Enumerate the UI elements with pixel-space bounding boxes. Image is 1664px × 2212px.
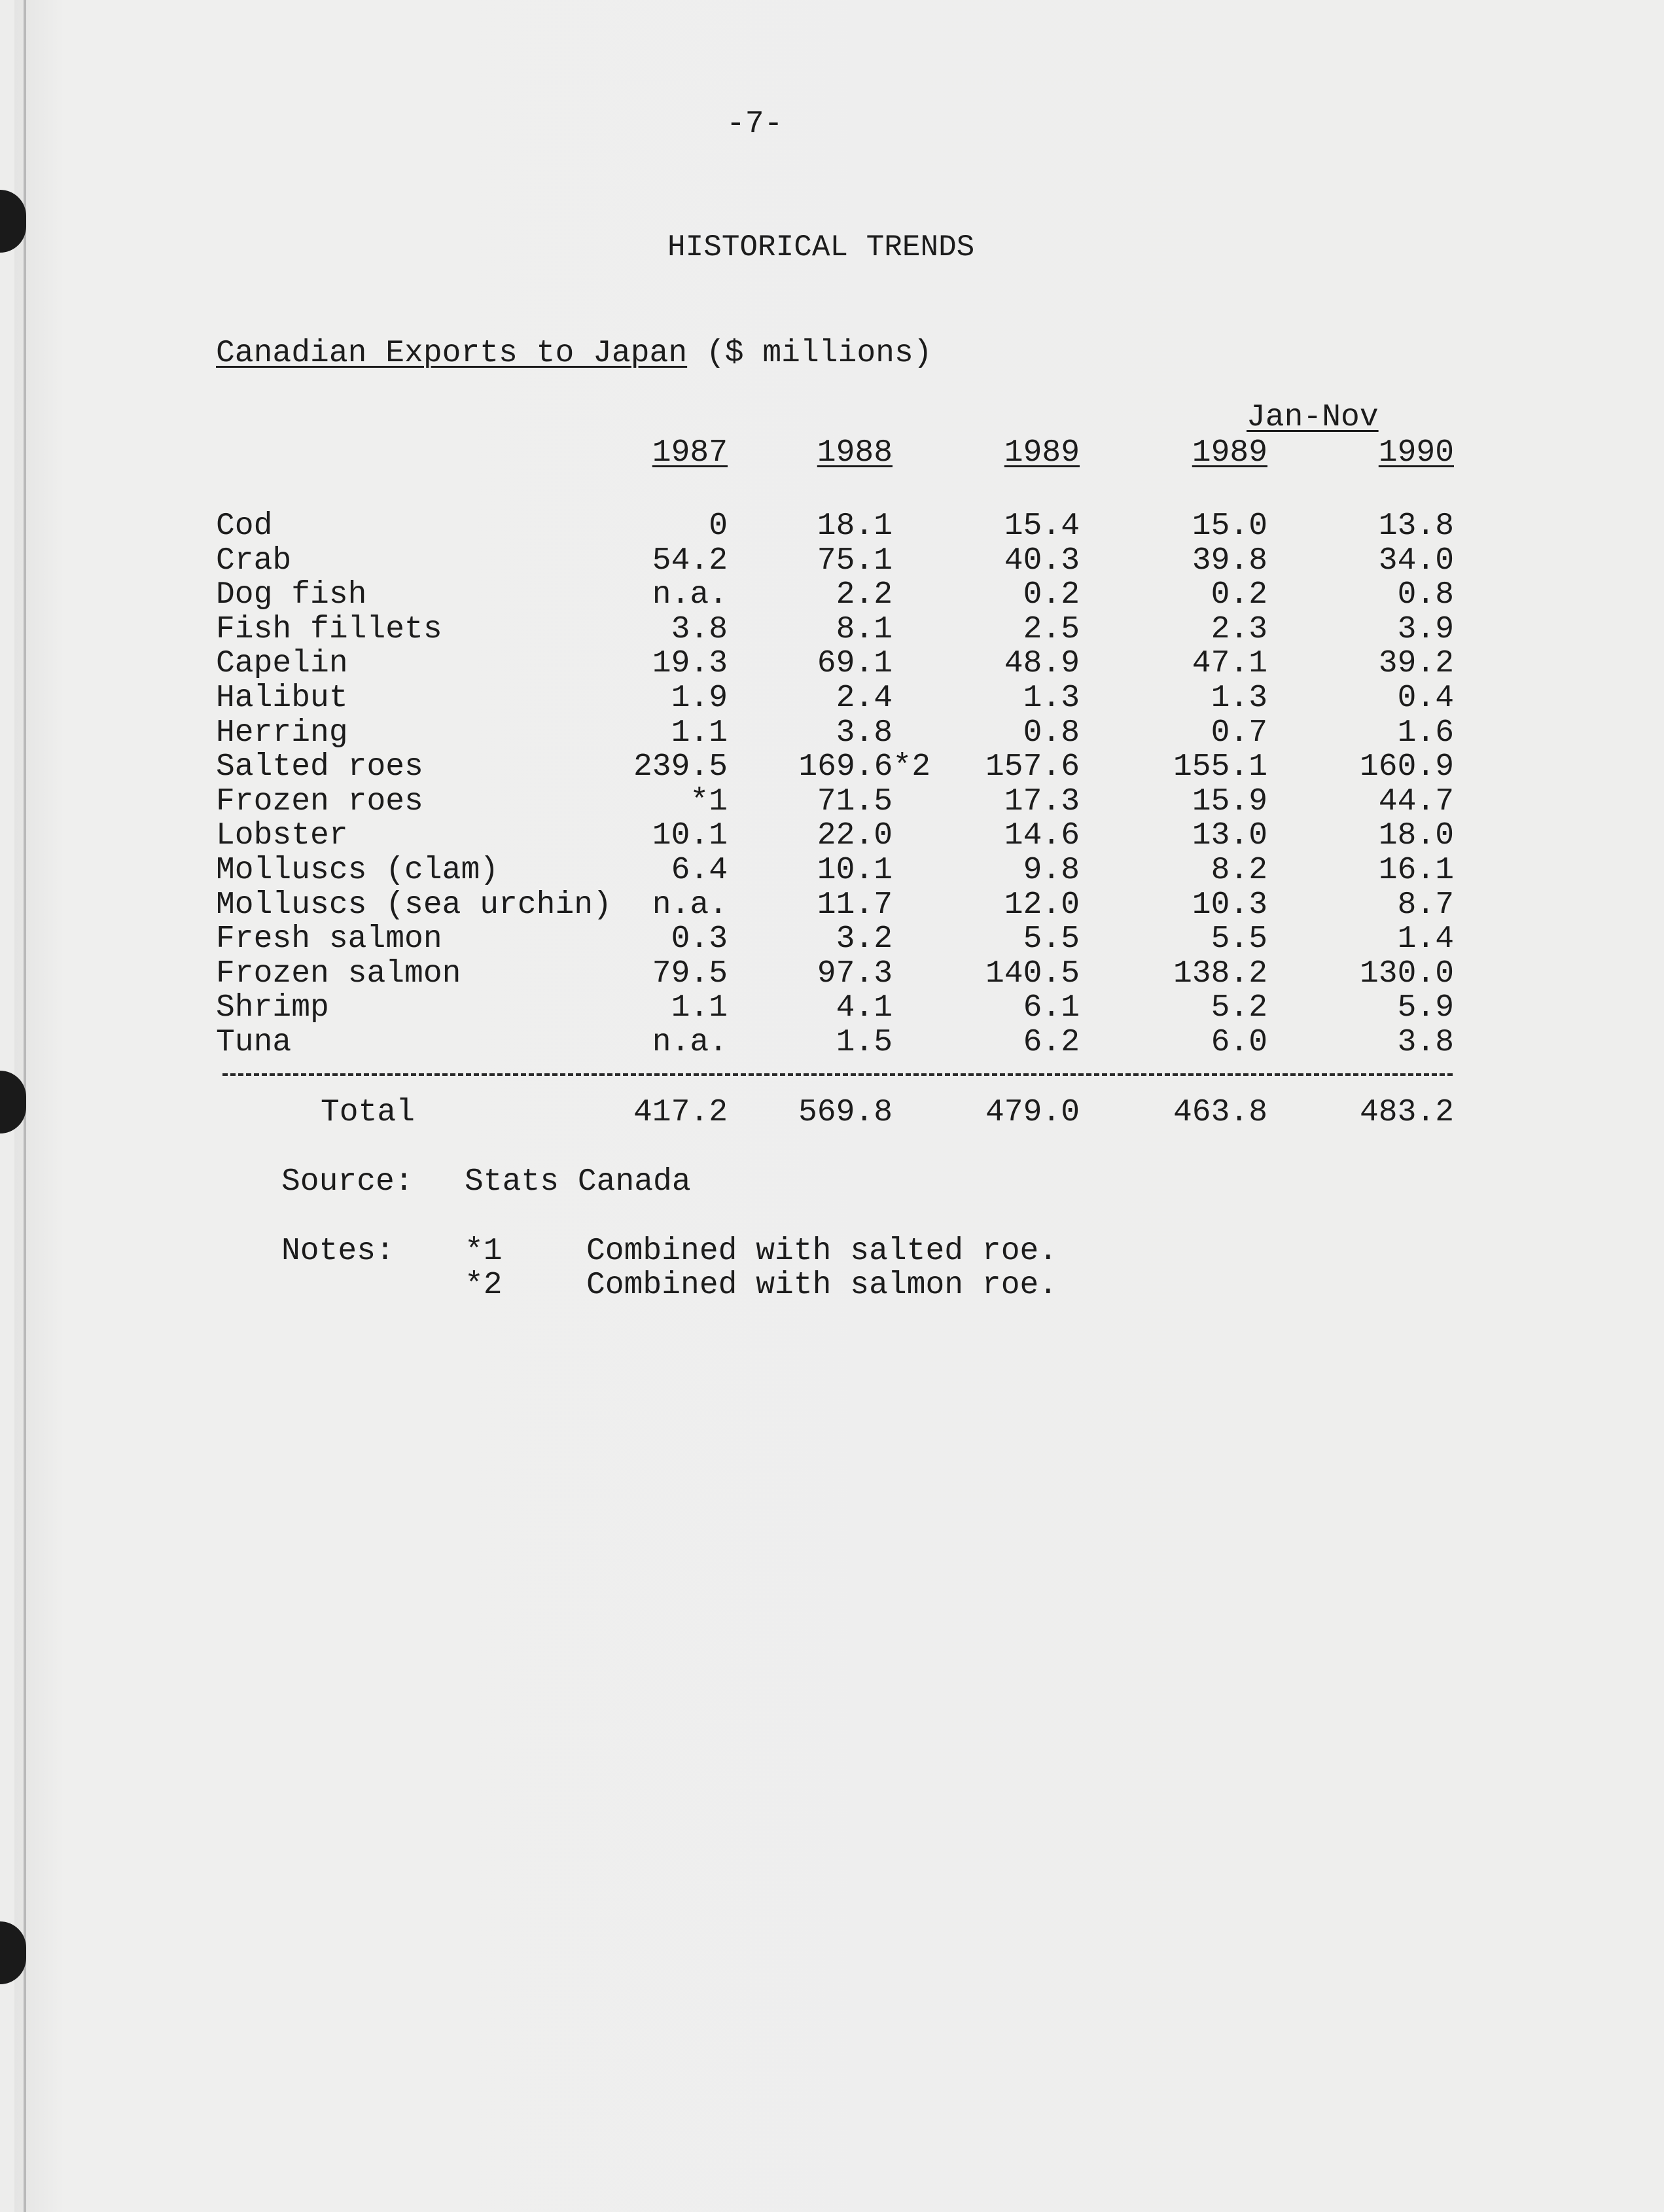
total-label: Total: [321, 1095, 416, 1130]
note-text: Combined with salted roe.: [586, 1234, 1058, 1269]
table-cell: 15.0: [1192, 508, 1267, 544]
row-label: Crab: [216, 543, 292, 579]
row-label: Dog fish: [216, 577, 367, 613]
row-label: Salted roes: [216, 749, 423, 785]
note-text: Combined with salmon roe.: [586, 1268, 1058, 1303]
row-label: Shrimp: [216, 990, 329, 1026]
table-cell: 8.7: [1397, 887, 1454, 923]
table-cell: 1.3: [1211, 681, 1267, 716]
table-cell: 47.1: [1192, 646, 1267, 682]
table-cell: 18.0: [1378, 818, 1454, 854]
table-cell: 1.9: [671, 681, 728, 716]
table-cell: 5.5: [1023, 921, 1080, 957]
table-cell: 2.3: [1211, 611, 1267, 647]
table-cell: 6.1: [1023, 990, 1080, 1026]
source-text: Stats Canada: [465, 1164, 691, 1200]
table-cell: n.a.: [652, 577, 728, 613]
total-cell: 417.2: [633, 1095, 728, 1130]
table-cell: 3.8: [836, 715, 893, 751]
total-cell: 479.0: [985, 1095, 1080, 1130]
table-cell: 3.8: [671, 611, 728, 647]
table-cell: 10.1: [652, 818, 728, 854]
table-cell: 0.8: [1397, 577, 1454, 613]
table-cell: 39.8: [1192, 543, 1267, 579]
table-cell: 97.3: [817, 955, 893, 991]
table-cell: 0.2: [1211, 577, 1267, 613]
column-header: 1989: [1192, 435, 1267, 471]
note-mark: *1: [465, 1234, 503, 1269]
table-subtitle: [216, 335, 932, 372]
row-label: Halibut: [216, 681, 348, 716]
row-label: Molluscs (sea urchin): [216, 887, 612, 923]
total-cell: 569.8: [798, 1095, 893, 1130]
table-cell: 12.0: [1004, 887, 1080, 923]
table-cell: 140.5: [985, 955, 1080, 991]
table-cell: 1.1: [671, 990, 728, 1026]
column-header: 1987: [652, 435, 728, 471]
table-cell: 15.9: [1192, 783, 1267, 819]
table-cell: 5.2: [1211, 990, 1267, 1026]
table-cell: *1: [690, 783, 728, 819]
table-cell: 8.1: [836, 611, 893, 647]
table-cell: 0.3: [671, 921, 728, 957]
table-cell: 5.5: [1211, 921, 1267, 957]
table-cell: 169.6*2: [798, 749, 930, 785]
total-cell: 483.2: [1359, 1095, 1454, 1130]
row-label: Capelin: [216, 646, 348, 682]
period-group-label: Jan-Nov: [1247, 400, 1379, 435]
table-cell: 13.0: [1192, 818, 1267, 854]
column-header: 1989: [1004, 435, 1080, 471]
row-label: Tuna: [216, 1025, 292, 1060]
notes-label: Notes:: [281, 1234, 395, 1269]
table-cell: 0.4: [1397, 681, 1454, 716]
table-cell: 16.1: [1378, 853, 1454, 888]
table-cell: 157.6: [985, 749, 1080, 785]
table-cell: 0.8: [1023, 715, 1080, 751]
table-cell: 13.8: [1378, 508, 1454, 544]
table-cell: 19.3: [652, 646, 728, 682]
row-label: Frozen roes: [216, 783, 423, 819]
table-cell: 6.4: [671, 853, 728, 888]
table-cell: 155.1: [1173, 749, 1267, 785]
row-label: Herring: [216, 715, 348, 751]
table-cell: 34.0: [1378, 543, 1454, 579]
row-label: Frozen salmon: [216, 955, 461, 991]
table-cell: 17.3: [1004, 783, 1080, 819]
total-separator-line: [222, 1073, 1453, 1076]
table-cell: 239.5: [633, 749, 728, 785]
row-label: Cod: [216, 508, 273, 544]
column-header: 1990: [1378, 435, 1454, 471]
table-cell: 75.1: [817, 543, 893, 579]
table-cell: 10.3: [1192, 887, 1267, 923]
table-cell: n.a.: [652, 1025, 728, 1060]
row-label: Lobster: [216, 818, 348, 854]
table-cell: 15.4: [1004, 508, 1080, 544]
table-cell: 22.0: [817, 818, 893, 854]
table-subtitle-units: ($ millions): [705, 336, 932, 371]
row-label: Fish fillets: [216, 611, 442, 647]
table-subtitle-main: Canadian Exports to Japan: [216, 336, 688, 371]
table-cell: 160.9: [1359, 749, 1454, 785]
table-cell: 0: [709, 508, 728, 544]
table-cell: 39.2: [1378, 646, 1454, 682]
table-cell: 69.1: [817, 646, 893, 682]
table-cell: 4.1: [836, 990, 893, 1026]
table-cell: 54.2: [652, 543, 728, 579]
table-cell: 3.8: [1397, 1025, 1454, 1060]
table-cell: 1.6: [1397, 715, 1454, 751]
table-cell: 79.5: [652, 955, 728, 991]
table-cell: 1.3: [1023, 681, 1080, 716]
table-cell: 44.7: [1378, 783, 1454, 819]
table-cell: 2.5: [1023, 611, 1080, 647]
table-cell: 14.6: [1004, 818, 1080, 854]
table-cell: 3.9: [1397, 611, 1454, 647]
note-mark: *2: [465, 1268, 503, 1303]
page-number: -7-: [726, 107, 783, 142]
table-cell: 10.1: [817, 853, 893, 888]
table-cell: n.a.: [652, 887, 728, 923]
table-cell: 40.3: [1004, 543, 1080, 579]
table-cell: 5.9: [1397, 990, 1454, 1026]
table-cell: 138.2: [1173, 955, 1267, 991]
table-cell: 6.2: [1023, 1025, 1080, 1060]
table-cell: 9.8: [1023, 853, 1080, 888]
total-cell: 463.8: [1173, 1095, 1267, 1130]
table-cell: 1.4: [1397, 921, 1454, 957]
table-cell: 11.7: [817, 887, 893, 923]
column-header: 1988: [817, 435, 893, 471]
source-label: Source:: [281, 1164, 414, 1200]
table-cell: 2.4: [836, 681, 893, 716]
row-label: Fresh salmon: [216, 921, 442, 957]
row-label: Molluscs (clam): [216, 853, 499, 888]
table-cell: 0.2: [1023, 577, 1080, 613]
table-cell: 1.5: [836, 1025, 893, 1060]
table-cell: 18.1: [817, 508, 893, 544]
table-cell: 1.1: [671, 715, 728, 751]
table-cell: 71.5: [817, 783, 893, 819]
table-cell: 2.2: [836, 577, 893, 613]
table-cell: 8.2: [1211, 853, 1267, 888]
table-cell: 3.2: [836, 921, 893, 957]
table-cell: 6.0: [1211, 1025, 1267, 1060]
table-cell: 48.9: [1004, 646, 1080, 682]
table-cell: 0.7: [1211, 715, 1267, 751]
page-title: HISTORICAL TRENDS: [667, 230, 975, 264]
table-cell: 130.0: [1359, 955, 1454, 991]
